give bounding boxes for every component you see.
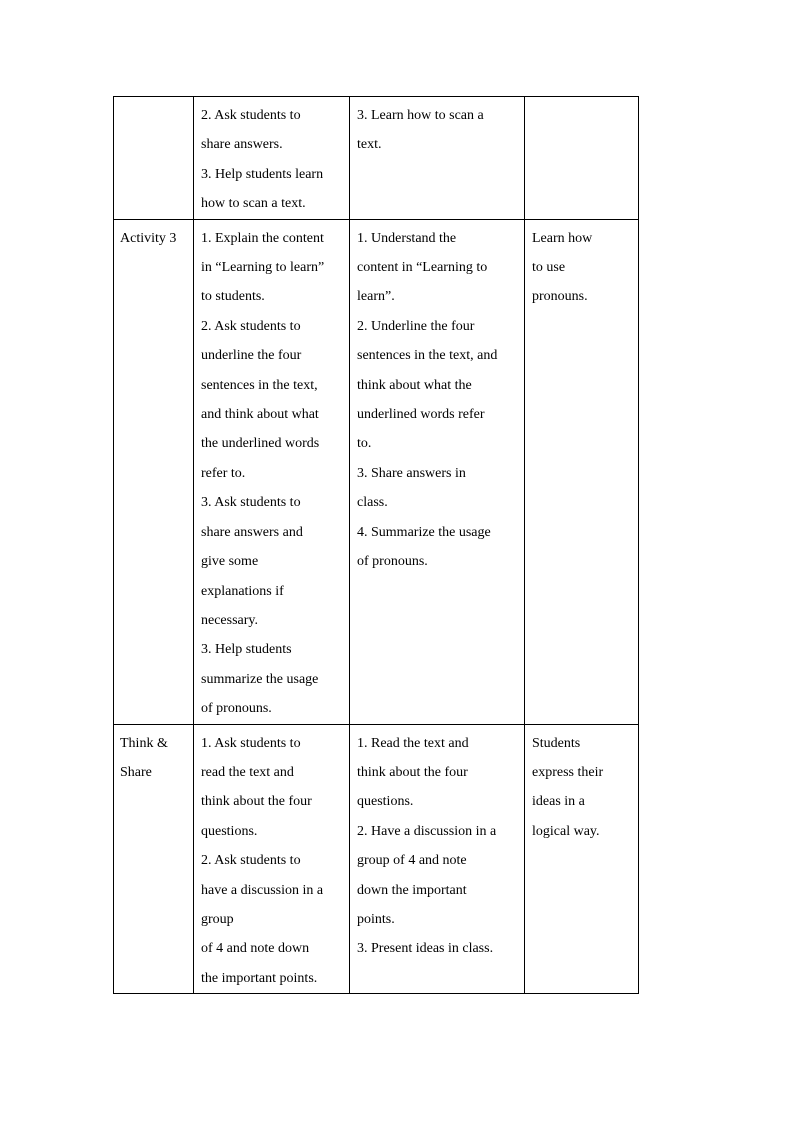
cell-line: underline the four xyxy=(201,348,302,364)
purpose-cell xyxy=(525,724,639,994)
student-activity-cell xyxy=(350,219,525,724)
cell-line: 3. Ask students to xyxy=(201,495,301,511)
cell-line: pronouns. xyxy=(532,289,588,305)
cell-line: Think & xyxy=(120,735,168,751)
cell-line: questions. xyxy=(201,823,258,839)
cell-line: think about the four xyxy=(201,794,312,810)
cell-line: express their xyxy=(532,764,604,780)
teacher-activity-cell xyxy=(194,219,350,724)
stage-cell xyxy=(114,219,194,724)
cell-line: the important points. xyxy=(201,970,318,986)
cell-line: Share xyxy=(120,764,152,780)
cell-line: class. xyxy=(357,495,388,511)
cell-line: text. xyxy=(357,137,382,153)
cell-line: read the text and xyxy=(201,764,294,780)
cell-line: to students. xyxy=(201,289,265,305)
teacher-activity-cell xyxy=(194,724,350,994)
cell-line: 1. Explain the content xyxy=(201,230,324,246)
cell-line: in “Learning to learn” xyxy=(201,260,325,276)
cell-line: refer to. xyxy=(201,465,246,481)
cell-line: 2. Have a discussion in a xyxy=(357,823,497,839)
student-activity-cell xyxy=(350,724,525,994)
cell-line: Students xyxy=(532,735,581,751)
cell-line: 1. Understand the xyxy=(357,230,457,246)
cell-line: to use xyxy=(532,260,566,276)
cell-line: 3. Share answers in xyxy=(357,465,466,481)
cell-line: of pronouns. xyxy=(201,701,272,717)
cell-line: sentences in the text, and xyxy=(357,348,498,364)
cell-line: 3. Learn how to scan a xyxy=(357,108,484,123)
cell-line: to. xyxy=(357,436,372,452)
cell-line: ideas in a xyxy=(532,794,585,810)
table-row xyxy=(114,97,639,220)
cell-line: 1. Read the text and xyxy=(357,735,469,751)
stage-cell xyxy=(114,724,194,994)
cell-line: 1. Ask students to xyxy=(201,735,301,751)
cell-line: questions. xyxy=(357,794,414,810)
cell-line: explanations if xyxy=(201,583,284,599)
cell-line: learn”. xyxy=(357,289,395,305)
cell-line: points. xyxy=(357,911,395,927)
cell-line: 3. Present ideas in class. xyxy=(357,941,494,957)
stage-cell xyxy=(114,97,194,220)
cell-line: summarize the usage xyxy=(201,671,319,687)
cell-line: content in “Learning to xyxy=(357,260,488,276)
cell-line: think about what the xyxy=(357,377,472,393)
cell-line: necessary. xyxy=(201,612,259,628)
cell-line: 2. Ask students to xyxy=(201,318,301,334)
table-row xyxy=(114,724,639,994)
cell-line: group xyxy=(201,911,234,927)
cell-line: have a discussion in a xyxy=(201,882,324,898)
lesson-plan-table xyxy=(113,96,639,994)
student-activity-cell xyxy=(350,97,525,220)
cell-line: 3. Help students learn xyxy=(201,166,324,182)
cell-line: of 4 and note down xyxy=(201,941,310,957)
cell-line: group of 4 and note xyxy=(357,853,467,869)
cell-line: 3. Help students xyxy=(201,642,292,658)
cell-line: logical way. xyxy=(532,823,600,839)
cell-line: share answers. xyxy=(201,137,283,153)
cell-line: Learn how xyxy=(532,230,593,246)
teacher-activity-cell xyxy=(194,97,350,220)
cell-line: the underlined words xyxy=(201,436,320,452)
cell-line: 2. Underline the four xyxy=(357,318,475,334)
cell-line: underlined words refer xyxy=(357,407,485,423)
cell-line: 2. Ask students to xyxy=(201,108,301,123)
cell-line: give some xyxy=(201,554,259,570)
cell-line: 2. Ask students to xyxy=(201,853,301,869)
cell-line: Activity 3 xyxy=(120,230,177,246)
cell-line: share answers and xyxy=(201,524,303,540)
cell-line: and think about what xyxy=(201,407,319,423)
table-row xyxy=(114,219,639,724)
cell-line: 4. Summarize the usage xyxy=(357,524,491,540)
purpose-cell xyxy=(525,97,639,220)
cell-line: think about the four xyxy=(357,764,468,780)
purpose-cell xyxy=(525,219,639,724)
cell-line: how to scan a text. xyxy=(201,196,306,212)
cell-line: of pronouns. xyxy=(357,554,428,570)
cell-line: down the important xyxy=(357,882,467,898)
cell-line: sentences in the text, xyxy=(201,377,318,393)
